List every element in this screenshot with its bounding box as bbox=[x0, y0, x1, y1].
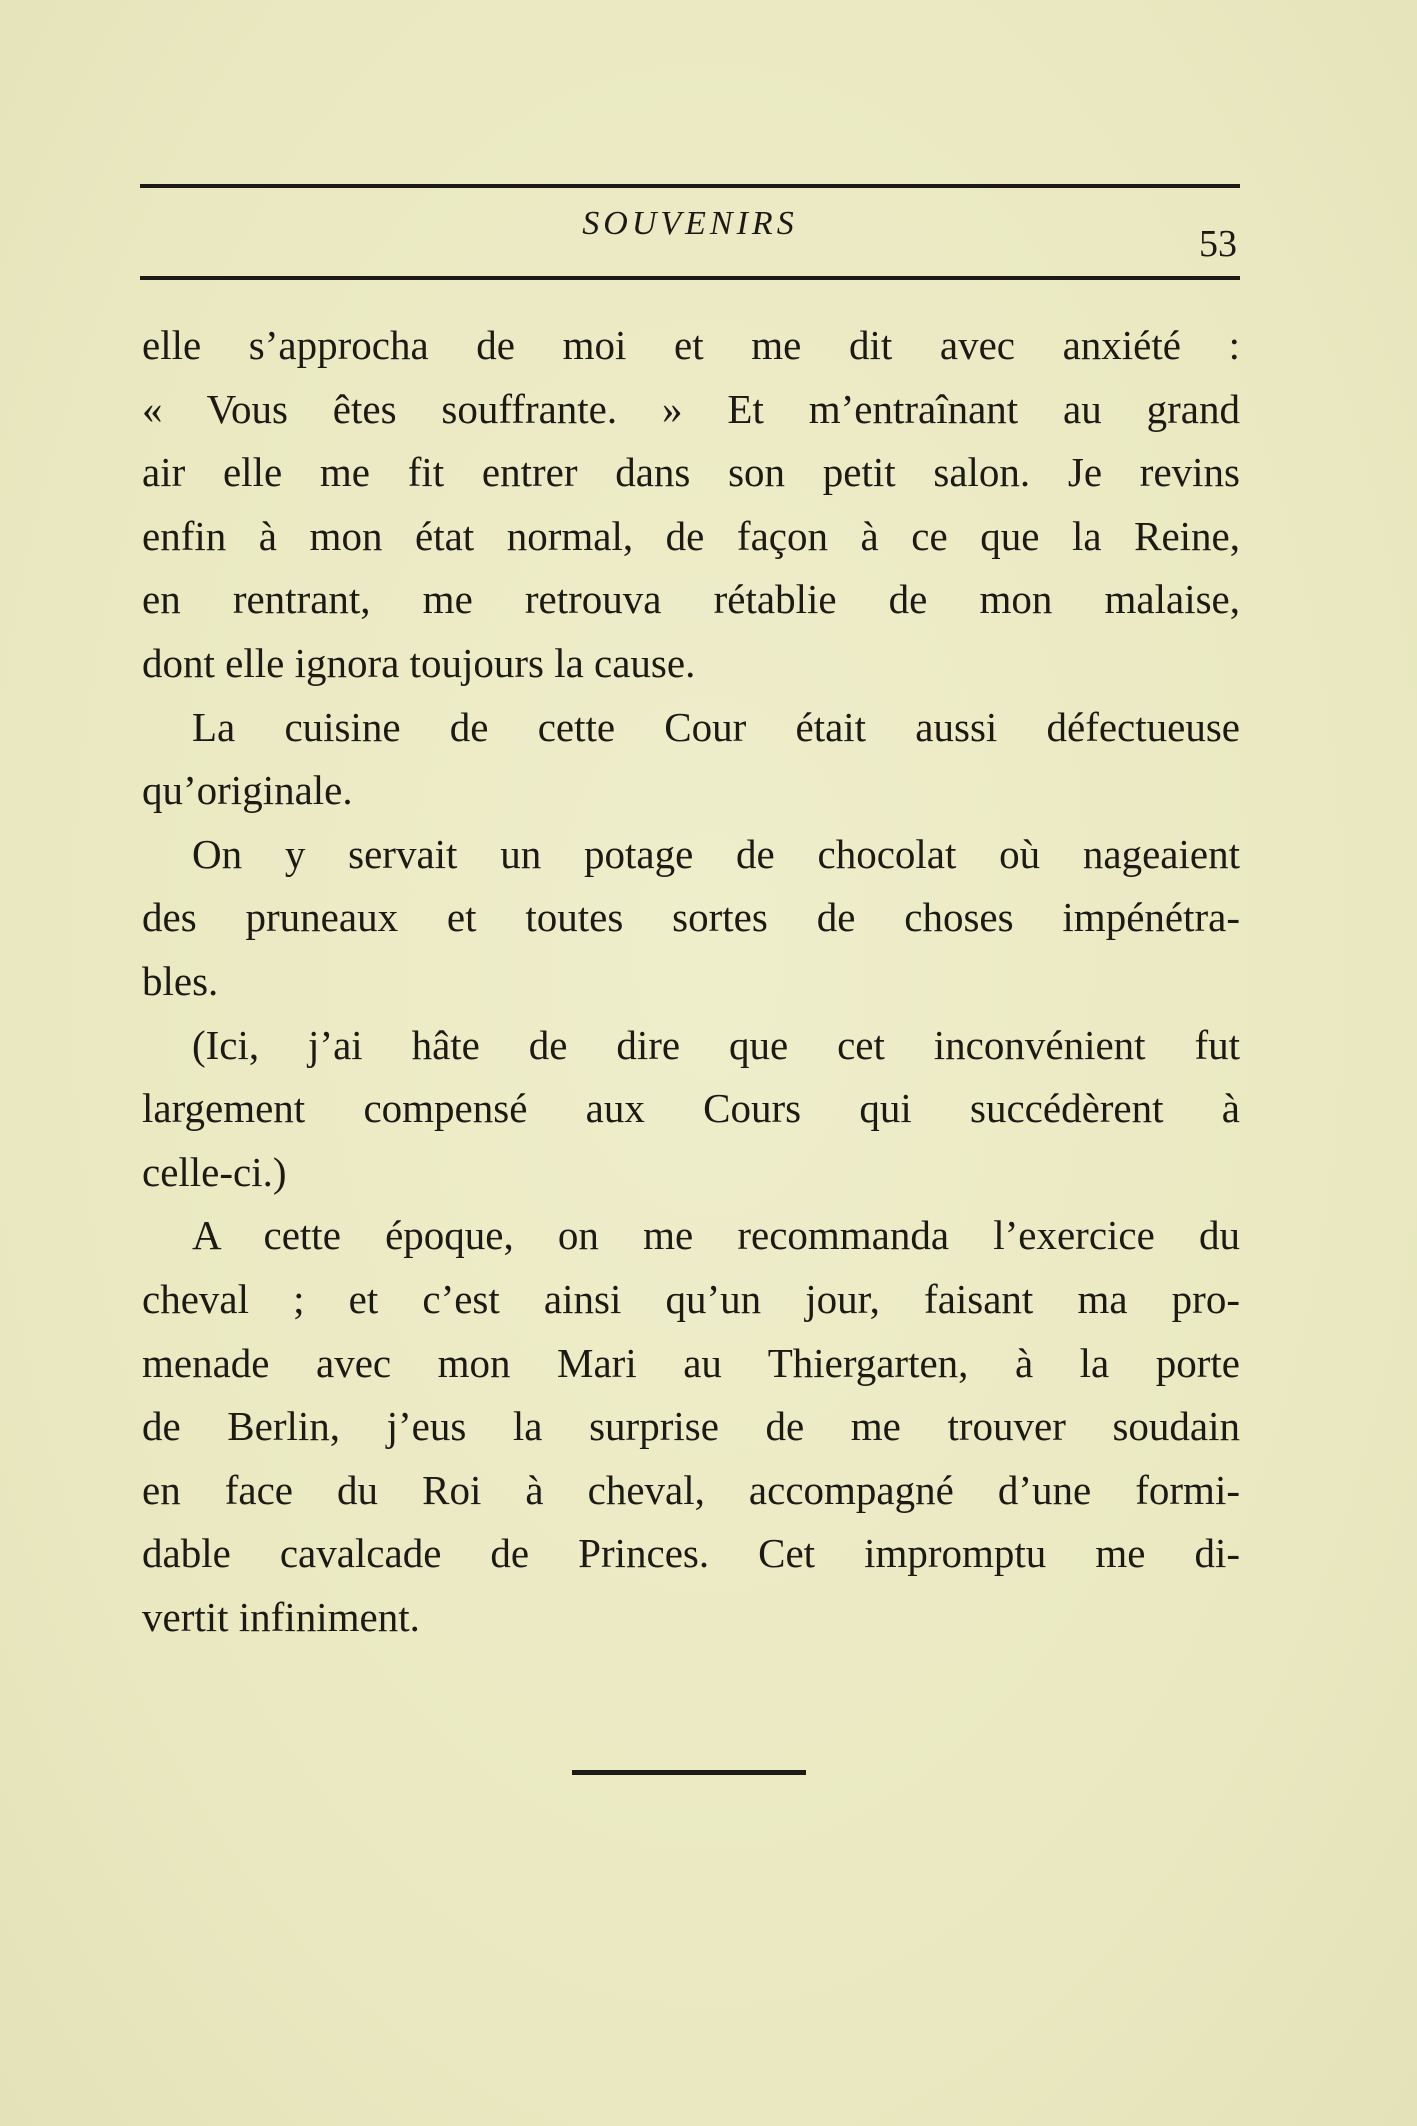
text-line: largement compensé aux Cours qui succédèrent à bbox=[142, 1085, 1240, 1132]
paragraph bbox=[142, 1204, 1240, 1649]
text-line: celle-ci.) bbox=[142, 1148, 287, 1195]
paragraph bbox=[142, 1014, 1240, 1205]
text-line: des pruneaux et toutes sortes de choses impénétra- bbox=[142, 894, 1240, 941]
page-number: 53 bbox=[1199, 223, 1237, 265]
text-line: enfin à mon état normal, de façon à ce que la Reine, bbox=[142, 512, 1240, 559]
text-line: en rentrant, me retrouva rétablie de mon malaise, bbox=[142, 576, 1240, 623]
text-line: La cuisine de cette Cour était aussi défectueuse bbox=[192, 703, 1240, 750]
paragraph bbox=[142, 314, 1240, 696]
end-ornament-rule bbox=[572, 1770, 806, 1775]
text-line: « Vous êtes souffrante. » Et m’entraînant au grand bbox=[142, 385, 1240, 432]
text-line: (Ici, j’ai hâte de dire que cet inconvénient fut bbox=[192, 1021, 1240, 1068]
text-line: de Berlin, j’eus la surprise de me trouver soudain bbox=[142, 1403, 1240, 1450]
text-line: A cette époque, on me recommanda l’exercice du bbox=[192, 1212, 1240, 1259]
text-line: menade avec mon Mari au Thiergarten, à la porte bbox=[142, 1339, 1240, 1386]
text-line: cheval ; et c’est ainsi qu’un jour, faisant ma pro- bbox=[142, 1275, 1240, 1322]
header-bottom-rule bbox=[140, 276, 1240, 280]
text-line: vertit infiniment. bbox=[142, 1593, 420, 1640]
body-text bbox=[142, 314, 1240, 1649]
paragraph bbox=[142, 696, 1240, 823]
text-line: qu’originale. bbox=[142, 767, 353, 814]
text-line: dont elle ignora toujours la cause. bbox=[142, 639, 696, 686]
header-top-rule bbox=[140, 184, 1240, 188]
running-title: SOUVENIRS bbox=[582, 205, 798, 242]
text-line: en face du Roi à cheval, accompagné d’une formi- bbox=[142, 1466, 1240, 1513]
text-line: dable cavalcade de Princes. Cet impromptu me di- bbox=[142, 1530, 1240, 1577]
text-line: bles. bbox=[142, 957, 219, 1004]
paragraph bbox=[142, 823, 1240, 1014]
text-line: air elle me fit entrer dans son petit salon. Je revins bbox=[142, 449, 1240, 496]
text-line: elle s’approcha de moi et me dit avec anxiété : bbox=[142, 322, 1240, 368]
text-line: On y servait un potage de chocolat où nageaient bbox=[192, 830, 1240, 877]
